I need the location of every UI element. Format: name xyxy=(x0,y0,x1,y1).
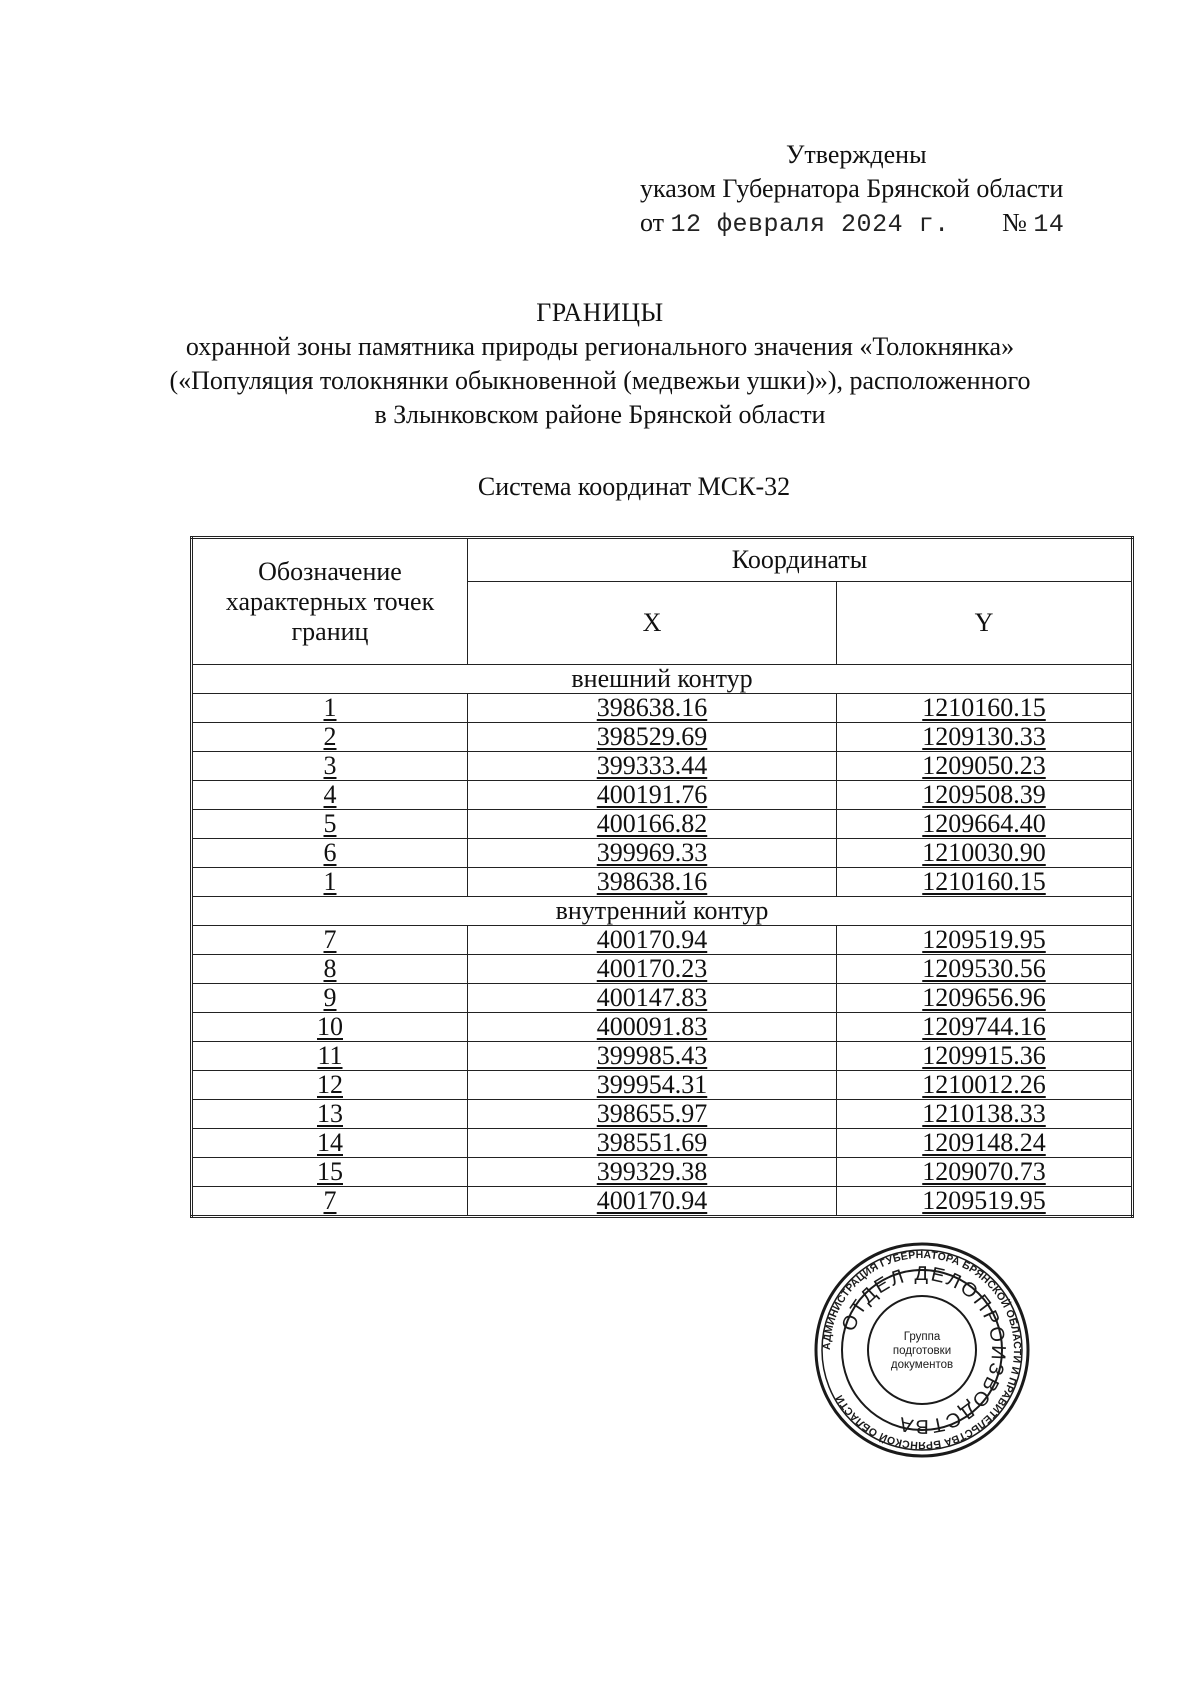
cell-x: 400147.83 xyxy=(468,984,837,1013)
cell-x: 398638.16 xyxy=(468,868,837,897)
table-row xyxy=(192,984,1133,1013)
cell-point: 12 xyxy=(192,1071,468,1100)
cell-point: 1 xyxy=(192,868,468,897)
cell-y: 1210160.15 xyxy=(837,868,1133,897)
table-row xyxy=(192,955,1133,984)
cell-y: 1210012.26 xyxy=(837,1071,1133,1100)
cell-point: 8 xyxy=(192,955,468,984)
cell-y: 1210160.15 xyxy=(837,694,1133,723)
cell-point: 9 xyxy=(192,984,468,1013)
cell-point: 1 xyxy=(192,694,468,723)
cell-point: 14 xyxy=(192,1129,468,1158)
section-label: внешний контур xyxy=(192,665,1133,694)
cell-x: 398529.69 xyxy=(468,723,837,752)
number-label: № xyxy=(1002,208,1027,237)
table-row xyxy=(192,694,1133,723)
date-prefix: от xyxy=(640,208,665,237)
section-label: внутренний контур xyxy=(192,897,1133,926)
cell-x: 399954.31 xyxy=(468,1071,837,1100)
document-title-block xyxy=(0,296,1200,432)
stamp-outer-ring-text: АДМИНИСТРАЦИЯ ГУБЕРНАТОРА БРЯНСКОЙ ОБЛАСТИ И ПРАВИТЕЛЬСТВА БРЯНСКОЙ ОБЛАСТИ xyxy=(820,1248,1024,1452)
cell-y: 1210138.33 xyxy=(837,1100,1133,1129)
cell-point: 10 xyxy=(192,1013,468,1042)
cell-point: 11 xyxy=(192,1042,468,1071)
table-row xyxy=(192,839,1133,868)
table-row xyxy=(192,1013,1133,1042)
cell-y: 1209519.95 xyxy=(837,1187,1133,1217)
cell-y: 1209744.16 xyxy=(837,1013,1133,1042)
decree-number: 14 xyxy=(1033,210,1065,239)
table-row xyxy=(192,723,1133,752)
header-point: Обозначение характерных точек границ xyxy=(192,538,468,665)
header-coordinates: Координаты xyxy=(468,538,1133,582)
header-y: Y xyxy=(837,582,1133,665)
cell-point: 7 xyxy=(192,926,468,955)
table-row xyxy=(192,1129,1133,1158)
cell-point: 4 xyxy=(192,781,468,810)
table-row xyxy=(192,781,1133,810)
coordinate-system-label: Система координат МСК-32 xyxy=(477,472,791,501)
cell-y: 1209130.33 xyxy=(837,723,1133,752)
approval-line-1: Утверждены xyxy=(786,140,927,169)
cell-point: 13 xyxy=(192,1100,468,1129)
table-row xyxy=(192,1042,1133,1071)
title-line-3: в Злынковском районе Брянской области xyxy=(374,400,826,429)
stamp-center-line-2: подготовки xyxy=(892,1345,952,1357)
cell-x: 400191.76 xyxy=(468,781,837,810)
table-row xyxy=(192,926,1133,955)
cell-y: 1209656.96 xyxy=(837,984,1133,1013)
cell-y: 1209508.39 xyxy=(837,781,1133,810)
cell-x: 399985.43 xyxy=(468,1042,837,1071)
approval-line-2: указом Губернатора Брянской области xyxy=(640,174,1064,203)
title-line-1: охранной зоны памятника природы регионального значения «Толокнянка» xyxy=(185,332,1015,361)
cell-point: 7 xyxy=(192,1187,468,1217)
stamp-center-line-1: Группа xyxy=(903,1331,941,1343)
cell-y: 1209664.40 xyxy=(837,810,1133,839)
cell-y: 1209530.56 xyxy=(837,955,1133,984)
cell-y: 1209050.23 xyxy=(837,752,1133,781)
cell-point: 15 xyxy=(192,1158,468,1187)
document-title: ГРАНИЦЫ xyxy=(536,298,664,327)
cell-point: 5 xyxy=(192,810,468,839)
cell-x: 400166.82 xyxy=(468,810,837,839)
table-row xyxy=(192,810,1133,839)
table-row xyxy=(192,1071,1133,1100)
cell-x: 400170.94 xyxy=(468,926,837,955)
cell-x: 398638.16 xyxy=(468,694,837,723)
table-row xyxy=(192,868,1133,897)
decree-date: 12 февраля 2024 г. xyxy=(670,210,950,239)
title-line-2: («Популяция толокнянки обыкновенной (медвежьи ушки)»), расположенного xyxy=(169,366,1031,395)
approval-date-line xyxy=(640,206,1160,242)
cell-point: 3 xyxy=(192,752,468,781)
cell-x: 398551.69 xyxy=(468,1129,837,1158)
cell-x: 399969.33 xyxy=(468,839,837,868)
cell-y: 1210030.90 xyxy=(837,839,1133,868)
coordinates-table xyxy=(190,536,1134,1218)
cell-x: 400091.83 xyxy=(468,1013,837,1042)
table-row xyxy=(192,1100,1133,1129)
cell-y: 1209519.95 xyxy=(837,926,1133,955)
coordinates-table-body xyxy=(192,665,1133,1217)
table-row xyxy=(192,1158,1133,1187)
cell-x: 400170.94 xyxy=(468,1187,837,1217)
cell-y: 1209070.73 xyxy=(837,1158,1133,1187)
header-x: X xyxy=(468,582,837,665)
cell-x: 400170.23 xyxy=(468,955,837,984)
cell-point: 2 xyxy=(192,723,468,752)
coordinate-system-caption xyxy=(0,472,1200,502)
table-section-header xyxy=(192,897,1133,926)
approval-block xyxy=(640,138,1160,242)
table-row xyxy=(192,752,1133,781)
cell-x: 399329.38 xyxy=(468,1158,837,1187)
cell-x: 398655.97 xyxy=(468,1100,837,1129)
cell-point: 6 xyxy=(192,839,468,868)
cell-y: 1209915.36 xyxy=(837,1042,1133,1071)
table-row xyxy=(192,1187,1133,1217)
cell-y: 1209148.24 xyxy=(837,1129,1133,1158)
stamp-inner-ring-text: ОТДЕЛ ДЕЛОПРОИЗВОДСТВА xyxy=(837,1262,1010,1438)
cell-x: 399333.44 xyxy=(468,752,837,781)
stamp-center-line-3: документов xyxy=(890,1359,954,1371)
table-section-header xyxy=(192,665,1133,694)
official-seal-stamp xyxy=(814,1242,1030,1458)
